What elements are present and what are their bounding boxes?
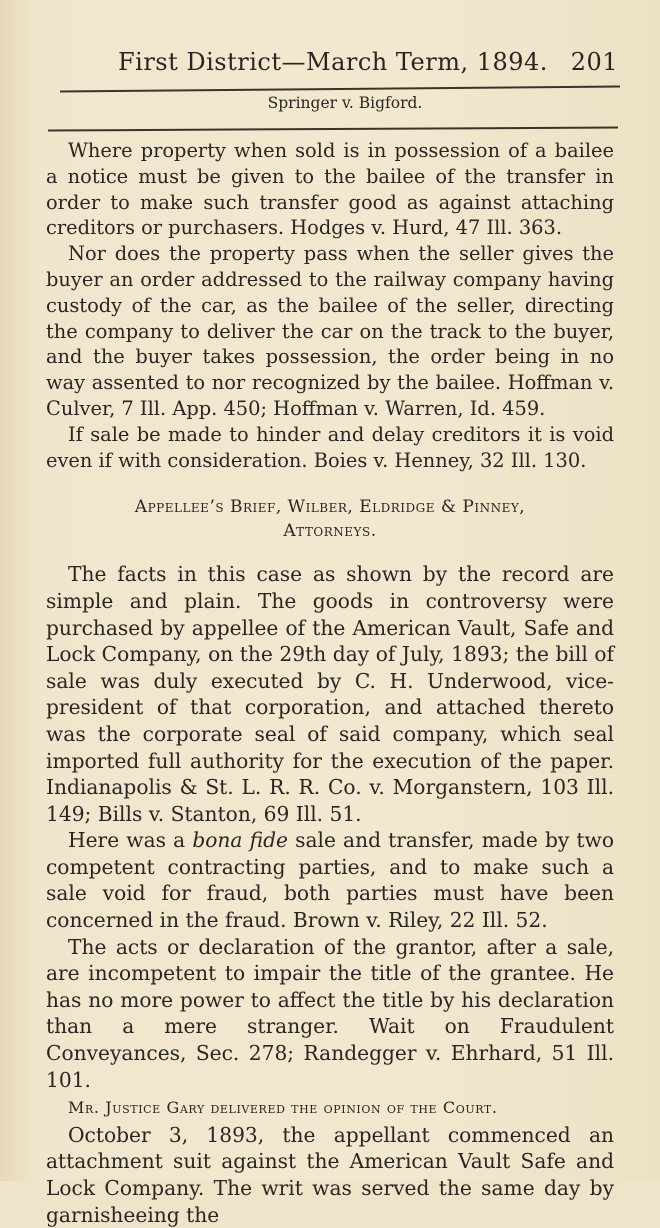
running-title: First District—March Term, 1894. — [118, 48, 548, 76]
text-run: Here was a — [68, 828, 193, 853]
paragraph: Nor does the property pass when the seller gives the buyer an order addressed to the railway company having custody of the car, as the bailee of the seller, directing the company to deliver the car on the track to the buyer, and the buyer takes possession, the order being in no way assented to nor recognized by the bailee. Hoffman v. Culver, 7 Ill. App. 450; Hoffman v. Warren, Id. 459. — [46, 242, 614, 420]
appellee-brief-heading — [46, 495, 614, 543]
paragraph: If sale be made to hinder and delay creditors it is void even if with consideration. Boies v. Henney, 32 Ill. 130. — [46, 422, 614, 472]
opinion-lead — [46, 1093, 614, 1122]
case-title-rule — [48, 127, 618, 131]
case-title: Springer v. Bigford. — [267, 94, 423, 112]
opinion-lead-text: Mr. Justice Gary delivered the opinion of the Court. — [68, 1098, 498, 1118]
italic-phrase: bona fide — [192, 828, 288, 853]
paragraph — [46, 827, 614, 933]
header-rule — [60, 86, 620, 93]
heading-line: Attorneys. — [283, 521, 377, 542]
paragraph: The facts in this case as shown by the record are simple and plain. The goods in controversy were purchased by appellee of the American Vault, Safe and Lock Company, on the 29th day of July, 1893; the bill of sale was duly executed by C. H. Underwood, vice-president of that corporation, and attached thereto was the corporate seal of said company, which seal imported full authority for the execution of the paper. Indianapolis & St. L. R. R. Co. v. Morganstern, 103 Ill. 149; Bills v. Stanton, 69 Ill. 51. — [46, 562, 614, 826]
appellee-brief — [46, 561, 614, 1093]
heading-line: Appellee’s Brief, Wilber, Eldridge & Pinney, — [134, 497, 526, 518]
paragraph: The acts or declaration of the grantor, after a sale, are incompetent to impair the title of the grantee. He has no more power to affect the title by his declaration than a mere stranger. Wait on Fraudulent Conveyances, Sec. 278; Randegger v. Ehrhard, 51 Ill. 101. — [46, 934, 614, 1092]
appellant-brief-continuation — [46, 138, 614, 473]
court-opinion — [46, 1093, 614, 1228]
paragraph: Where property when sold is in possession of a bailee a notice must be given to the bailee of the transfer in order to make such transfer good as against attaching creditors or purchasers. Hodges v. Hurd, 47 Ill. 363. — [46, 139, 614, 240]
page-body — [46, 138, 614, 1228]
paragraph: October 3, 1893, the appellant commenced an attachment suit against the American Vault Safe and Lock Company. The writ was served the same day by garnisheeing the — [46, 1122, 614, 1227]
text-run: sale and transfer, made by two competent contracting parties, and to make such a sale void for fraud, both parties must have been concerned in the fraud. Brown v. Riley, 22 Ill. 52. — [46, 828, 614, 933]
page-number: 201 — [570, 48, 618, 76]
